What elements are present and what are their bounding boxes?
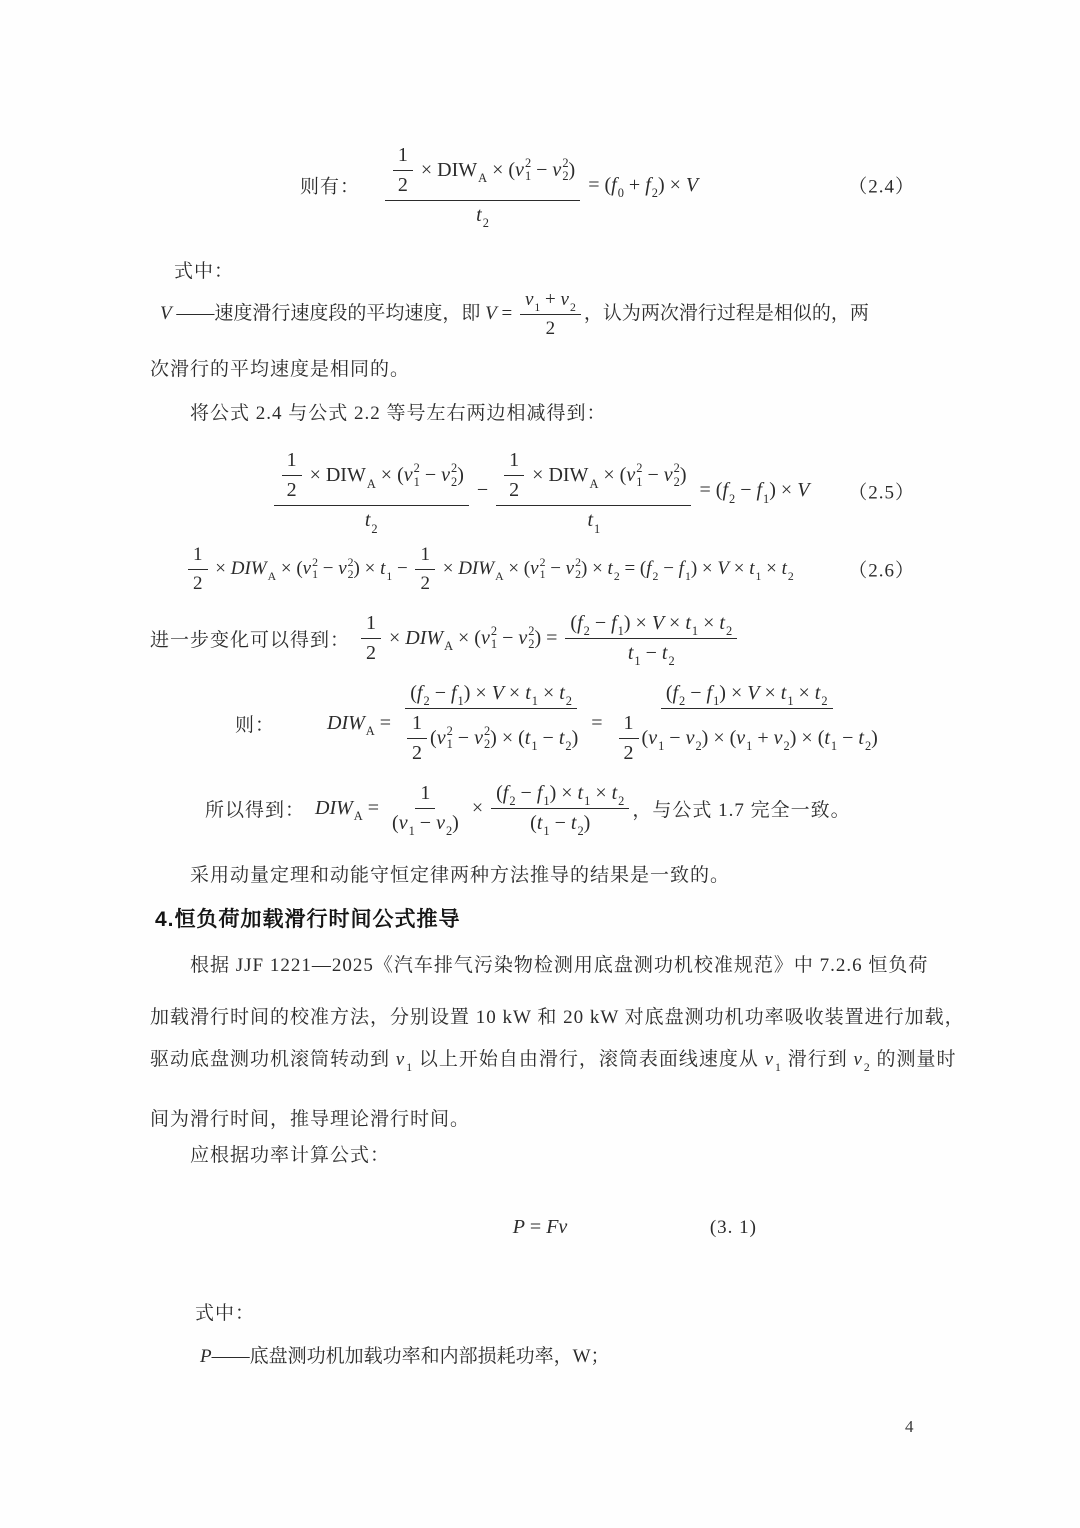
formula-row-then: [235, 678, 886, 768]
where-label-2: 式中：: [195, 1303, 256, 1324]
page-number: 4: [905, 1417, 914, 1436]
then-lead: 则：: [235, 714, 276, 736]
paragraph-line-4: 间为滑行时间，推导理论滑行时间。: [150, 1109, 471, 1130]
formula-row-result: [205, 772, 851, 844]
where-label-1: 式中：: [174, 261, 235, 282]
formula-2-5: $\frac{1}{2}$ × DIW $_A$ × ( v 2 1 − v 2 2 ) t $_2$ − $\frac{1}{2}$ × DIW $_A$ × ( v 2 1 − v 2 2 ) t $_1$ = ( f $_2$ − f $_1$ ) × V: [271, 448, 810, 533]
formula-row-2-4: [150, 135, 930, 235]
paragraph-line-1: 根据 JJF 1221—2025《汽车排气污染物检测用底盘测功机校准规范》中 7.2.6 恒负荷: [190, 955, 929, 976]
formula-3-1: P = F v: [512, 1216, 568, 1238]
formula-row-2-6: [185, 538, 930, 600]
formula-2-4: $\frac{1}{2}$ × DIW $_A$ × ( v 2 1 − v 2 2 ) t $_2$ = ( f $_0$ + f $_2$ ) × V: [382, 143, 698, 228]
formula-label-2-6: （2.6）: [848, 560, 915, 582]
subtract-intro-line: 将公式 2.4 与公式 2.2 等号左右两边相减得到：: [190, 403, 607, 424]
result-tail: ，与公式 1.7 完全一致。: [632, 799, 851, 821]
p-definition-line: P ——底盘测功机加载功率和内部损耗功率，W；: [200, 1346, 610, 1367]
v-definition-line: V ——速度滑行速度段的平均速度，即 V = v $_1$ + v $_2$ 2 ，认为两次滑行过程是相似的，两: [160, 289, 869, 339]
formula-2-6: $\frac{1}{2}$ × DIW $_A$ × ( v 2 1 − v 2 2 ) × t $_1$ − $\frac{1}{2}$ × DIW $_A$ × ( v 2 1 − v 2 2 ) × t $_2$ = ( f $_2$ − f $_1$ ) × V × t $_1$ × t $_2$: [185, 543, 794, 596]
formula-then: DIW $_A$ = ( f $_2$ − f $_1$ ) × V × t $_1$ × t $_2$ $\frac{1}{2}$ ( v 2 1 − v 2 2 ) × ( t $_1$ − t $_2$ ) = ( f $_2$ − f $_1$ ) × V × t $_1$ × t $_2$ $\frac{1}{2}$ ( v $_1$ − v $_2$ ) × ( v $_1$ + v $_2$ ) × ( t $_1$ − t $_2$ ): [327, 681, 878, 764]
formula-2-4-lead: 则有：: [300, 176, 361, 198]
formula-row-step: [150, 603, 740, 673]
formula-row-3-1: [150, 1205, 930, 1250]
formula-row-2-5: [150, 438, 930, 543]
conclusion-line: 采用动量定理和动能守恒定律两种方法推导的结果是一致的。: [190, 865, 731, 886]
formula-step: $\frac{1}{2}$ × DIW $_A$ × ( v 2 1 − v 2 2 ) = ( f $_2$ − f $_1$ ) × V × t $_1$ × t $_2$ t $_1$ − t $_2$: [358, 611, 740, 666]
result-lead: 所以得到：: [205, 799, 306, 821]
paragraph-line-2: 加载滑行时间的校准方法，分别设置 10 kW 和 20 kW 对底盘测功机功率吸收装置进行加载，: [150, 1007, 965, 1028]
formula-label-2-4: （2.4）: [848, 176, 915, 198]
section-4-heading: 4.恒负荷加载滑行时间公式推导: [155, 908, 461, 931]
formula-label-2-5: （2.5）: [848, 482, 915, 503]
formula-label-3-1: (3. 1): [709, 1216, 757, 1238]
formula-result: DIW $_A$ = 1 ( v $_1$ − v $_2$ ) × ( f $_2$ − f $_1$ ) × t $_1$ × t $_2$ ( t $_1$ − t $_2$ ): [315, 781, 632, 836]
v-definition-line-2: 次滑行的平均速度是相同的。: [150, 359, 411, 380]
power-formula-intro: 应根据功率计算公式：: [190, 1145, 391, 1166]
paragraph-line-3: 驱动底盘测功机滚筒转动到 v $_1$ 以上开始自由滑行，滚筒表面线速度从 v $_1$ 滑行到 v $_2$ 的测量时: [150, 1049, 957, 1074]
step-lead: 进一步变化可以得到：: [150, 629, 351, 651]
